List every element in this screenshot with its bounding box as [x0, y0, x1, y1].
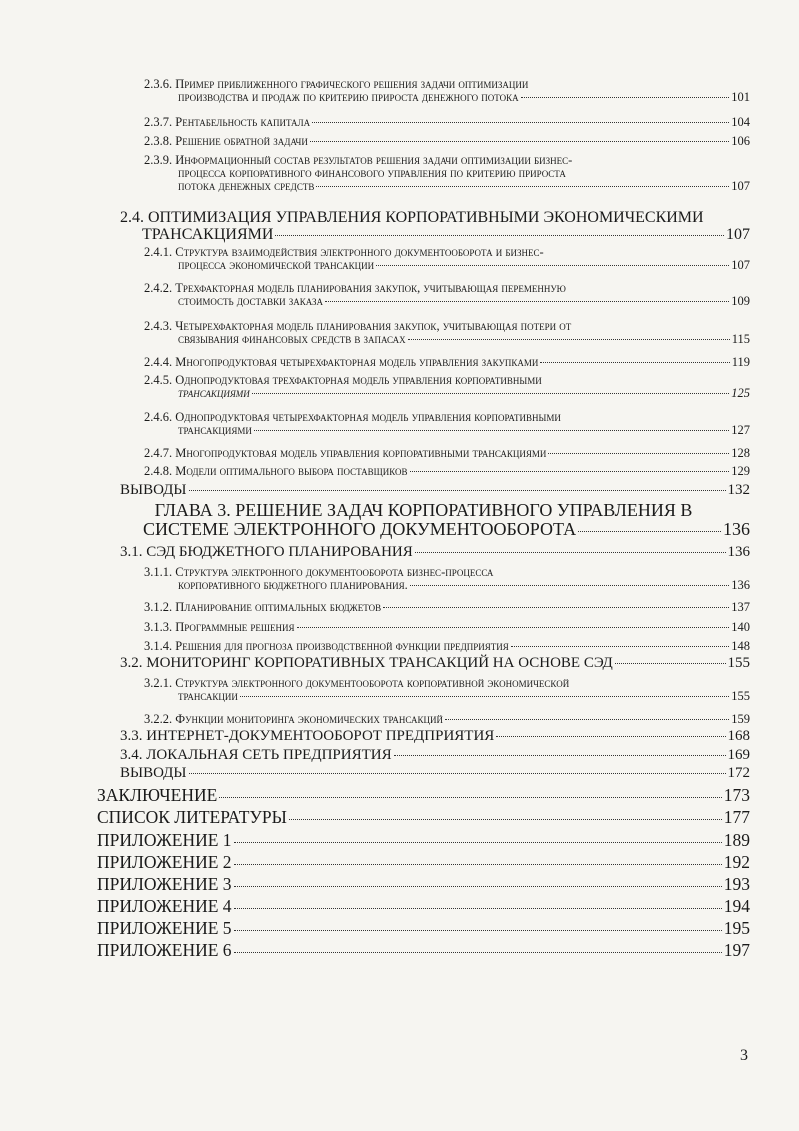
toc-entry-3-4[interactable]	[120, 748, 750, 764]
toc-entry-title: ВЫВОДЫ	[120, 482, 187, 498]
leader-dots	[410, 471, 730, 472]
toc-entry-title: ВЫВОДЫ	[120, 765, 187, 781]
toc-page-number: 127	[731, 423, 750, 438]
leader-dots	[254, 430, 729, 431]
toc-page-number: 129	[731, 464, 750, 478]
leader-dots	[189, 490, 726, 491]
toc-entry-appendix-2[interactable]	[97, 853, 750, 871]
toc-entry-3-1-4[interactable]	[144, 640, 750, 653]
toc-entry-conclusions-ch3[interactable]	[120, 766, 750, 782]
leader-dots	[445, 719, 729, 720]
toc-entry-title: 3.1. СЭД БЮДЖЕТНОГО ПЛАНИРОВАНИЯ	[120, 544, 413, 560]
toc-entry-title: 3.1.4. Решения для прогноза производственной функции предприятия	[144, 639, 509, 653]
toc-entry-appendix-5[interactable]	[97, 919, 750, 937]
toc-entry-title: 2.4.5. Однопродуктовая трехфакторная модель управления корпоративными	[144, 373, 542, 387]
toc-page-number: 159	[731, 712, 750, 726]
toc-page-number: 107	[726, 225, 750, 243]
toc-entry-title-cont: стоимость доставки заказа	[178, 294, 324, 309]
leader-dots	[394, 755, 726, 756]
toc-page-number: 172	[727, 765, 750, 781]
toc-page-number: 119	[731, 355, 750, 369]
leader-dots	[316, 186, 729, 187]
toc-page-number: 109	[731, 294, 750, 309]
toc-entry-2-3-6[interactable]	[144, 78, 750, 104]
toc-page-number: 104	[731, 115, 750, 129]
toc-entry-appendix-6[interactable]	[97, 941, 750, 959]
toc-entry-2-3-7[interactable]	[144, 116, 750, 129]
toc-entry-2-4-5[interactable]	[144, 374, 750, 400]
leader-dots	[496, 736, 725, 737]
toc-entry-2-4[interactable]	[120, 210, 750, 244]
toc-page-number: 168	[727, 728, 750, 744]
toc-page-number: 169	[727, 747, 750, 763]
leader-dots	[234, 886, 722, 887]
toc-page-number: 194	[723, 896, 750, 916]
toc-entry-title: 2.4.4. Многопродуктовая четырехфакторная модель управления закупками	[144, 355, 539, 369]
toc-entry-2-3-8[interactable]	[144, 135, 750, 148]
toc-page-number: 148	[731, 639, 750, 653]
toc-entry-title: 2.4.8. Модели оптимального выбора поставщиков	[144, 464, 408, 478]
leader-dots	[234, 908, 722, 909]
toc-page-number: 155	[727, 655, 750, 671]
leader-dots	[540, 362, 729, 363]
toc-entry-2-3-9[interactable]	[144, 154, 750, 193]
toc-entry-title-cont: корпоративного бюджетного планирования.	[178, 578, 408, 593]
leader-dots	[376, 265, 729, 266]
toc-entry-title: 2.3.7. Рентабельность капитала	[144, 115, 311, 129]
toc-entry-2-4-8[interactable]	[144, 465, 750, 478]
toc-entry-3-1-2[interactable]	[144, 601, 750, 614]
toc-entry-title-cont: процесса экономической трансакции	[178, 258, 375, 273]
toc-entry-title: ПРИЛОЖЕНИЕ 6	[97, 940, 232, 960]
toc-entry-title-cont: процесса корпоративного финансового управления по критерию прироста	[178, 166, 566, 181]
toc-page-number: 195	[723, 918, 750, 938]
toc-entry-appendix-1[interactable]	[97, 831, 750, 849]
toc-entry-2-4-4[interactable]	[144, 356, 750, 369]
toc-page-number: 136	[723, 518, 750, 539]
toc-entry-conclusion[interactable]	[97, 786, 750, 804]
toc-entry-3-1[interactable]	[120, 545, 750, 561]
toc-page-number: 136	[731, 578, 750, 593]
toc-entry-2-4-2[interactable]	[144, 282, 750, 308]
chapter-title-cont: СИСТЕМЕ ЭЛЕКТРОННОГО ДОКУМЕНТООБОРОТА	[143, 518, 577, 539]
toc-page-number: 132	[727, 482, 750, 498]
leader-dots	[289, 819, 722, 820]
toc-entry-title: 3.1.2. Планирование оптимальных бюджетов	[144, 600, 382, 614]
leader-dots	[234, 930, 722, 931]
toc-page-number: 115	[731, 332, 750, 347]
leader-dots	[548, 453, 729, 454]
toc-entry-title: 3.1.1. Структура электронного документооборота бизнес-процесса	[144, 565, 494, 579]
leader-dots	[615, 663, 726, 664]
leader-dots	[521, 97, 730, 98]
toc-page-number: 137	[731, 600, 750, 614]
toc-entry-3-2[interactable]	[120, 656, 750, 672]
toc-entry-title: ПРИЛОЖЕНИЕ 3	[97, 874, 232, 894]
leader-dots	[240, 696, 729, 697]
toc-entry-title: 2.4.6. Однопродуктовая четырехфакторная модель управления корпоративными	[144, 410, 561, 424]
toc-page-number: 101	[731, 90, 750, 105]
toc-entry-title: 2.4.3. Четырехфакторная модель планирования закупок, учитывающая потери от	[144, 319, 572, 333]
toc-page-number: 177	[723, 807, 750, 827]
toc-entry-title: 3.1.3. Программные решения	[144, 620, 295, 634]
toc-page-number: 173	[723, 785, 750, 805]
toc-page-number: 189	[723, 830, 750, 850]
leader-dots	[410, 585, 729, 586]
leader-dots	[383, 607, 729, 608]
toc-page-number: 128	[731, 446, 750, 460]
toc-entry-title: ПРИЛОЖЕНИЕ 4	[97, 896, 232, 916]
toc-page-number: 136	[727, 544, 750, 560]
toc-page-number: 197	[723, 940, 750, 960]
toc-entry-title: 3.3. ИНТЕРНЕТ-ДОКУМЕНТООБОРОТ ПРЕДПРИЯТИЯ	[120, 728, 495, 744]
toc-entry-title: 3.2.2. Функции мониторинга экономических трансакций	[144, 712, 443, 726]
leader-dots	[312, 122, 729, 123]
leader-dots	[219, 797, 721, 798]
leader-dots	[234, 842, 722, 843]
toc-entry-title: 2.4.7. Многопродуктовая модель управления корпоративными трансакциями	[144, 446, 547, 460]
toc-entry-title: ЗАКЛЮЧЕНИЕ	[97, 785, 218, 805]
toc-page-number: 140	[731, 620, 750, 634]
toc-entry-title-cont: трансакциями	[178, 423, 252, 438]
leader-dots	[234, 952, 722, 953]
page-number: 3	[740, 1047, 748, 1064]
toc-page-number: 192	[723, 852, 750, 872]
toc-page-number: 107	[731, 258, 750, 273]
toc-page-number: 107	[731, 179, 750, 194]
leader-dots	[275, 235, 724, 236]
toc-page-number: 106	[731, 134, 750, 148]
leader-dots	[234, 864, 722, 865]
toc-entry-title: ПРИЛОЖЕНИЕ 5	[97, 918, 232, 938]
leader-dots	[325, 301, 729, 302]
toc-entry-3-2-1[interactable]	[144, 677, 750, 703]
toc-entry-title: 3.4. ЛОКАЛЬНАЯ СЕТЬ ПРЕДПРИЯТИЯ	[120, 747, 392, 763]
toc-entry-3-1-3[interactable]	[144, 621, 750, 634]
toc-entry-chapter-3[interactable]	[97, 501, 750, 539]
toc-entry-2-4-3[interactable]	[144, 320, 750, 346]
leader-dots	[252, 393, 729, 394]
toc-page-number: 193	[723, 874, 750, 894]
chapter-title: ГЛАВА 3. РЕШЕНИЕ ЗАДАЧ КОРПОРАТИВНОГО УПРАВЛЕНИЯ В	[154, 500, 693, 520]
toc-entry-2-4-7[interactable]	[144, 447, 750, 460]
toc-entry-2-4-6[interactable]	[144, 411, 750, 437]
leader-dots	[189, 773, 726, 774]
toc-entry-title: ПРИЛОЖЕНИЕ 1	[97, 830, 232, 850]
toc-entry-title: 2.4.2. Трехфакторная модель планирования закупок, учитывающая переменную	[144, 281, 566, 295]
toc-entry-title-cont: производства и продаж по критерию прироста денежного потока	[178, 90, 519, 105]
toc-entry-appendix-3[interactable]	[97, 875, 750, 893]
toc-entry-appendix-4[interactable]	[97, 897, 750, 915]
toc-entry-2-4-1[interactable]	[144, 246, 750, 272]
toc-entry-title: СПИСОК ЛИТЕРАТУРЫ	[97, 807, 287, 827]
leader-dots	[511, 646, 730, 647]
toc-entry-bibliography[interactable]	[97, 808, 750, 826]
toc-entry-title-cont: связывания финансовых средств в запасах	[178, 332, 406, 347]
toc-entry-title-cont: трансакциями	[178, 386, 250, 401]
toc-entry-title: 3.2. МОНИТОРИНГ КОРПОРАТИВНЫХ ТРАНСАКЦИЙ НА ОСНОВЕ СЭД	[120, 655, 613, 671]
toc-page-number: 155	[731, 689, 750, 704]
toc-entry-title-cont: трансакции	[178, 689, 238, 704]
toc-entry-conclusions-ch2[interactable]	[120, 483, 750, 499]
toc-page-number: 125	[731, 386, 750, 401]
toc-entry-3-3[interactable]	[120, 729, 750, 745]
toc-entry-title: 2.3.8. Решение обратной задачи	[144, 134, 308, 148]
toc-entry-title: 2.3.9. Информационный состав результатов решения задачи оптимизации бизнес-	[144, 153, 573, 167]
toc-entry-title-cont: потока денежных средств	[178, 179, 315, 194]
toc-entry-title: 2.4.1. Структура взаимодействия электронного документооборота и бизнес-	[144, 245, 544, 259]
leader-dots	[578, 531, 721, 532]
toc-entry-title: 2.3.6. Пример приближенного графического решения задачи оптимизации	[144, 77, 529, 91]
toc-entry-title: 3.2.1. Структура электронного документооборота корпоративной экономической	[144, 676, 570, 690]
leader-dots	[297, 627, 730, 628]
leader-dots	[310, 141, 729, 142]
toc-entry-3-1-1[interactable]	[144, 566, 750, 592]
leader-dots	[415, 552, 726, 553]
toc-entry-3-2-2[interactable]	[144, 713, 750, 726]
leader-dots	[408, 339, 730, 340]
toc-entry-title-cont: ТРАНСАКЦИЯМИ	[142, 225, 274, 243]
toc-entry-title: ПРИЛОЖЕНИЕ 2	[97, 852, 232, 872]
toc-entry-title: 2.4. ОПТИМИЗАЦИЯ УПРАВЛЕНИЯ КОРПОРАТИВНЫМИ ЭКОНОМИЧЕСКИМИ	[120, 209, 704, 226]
